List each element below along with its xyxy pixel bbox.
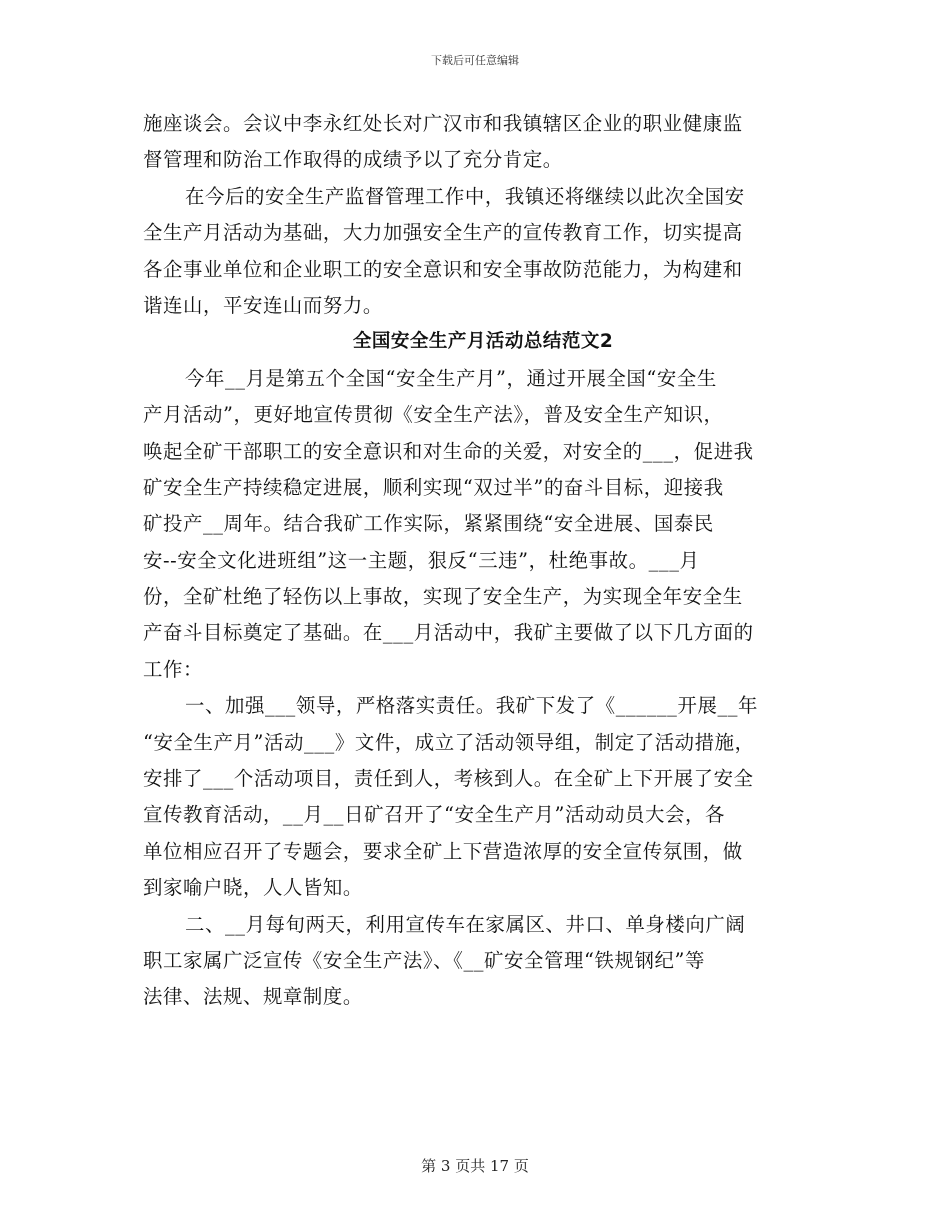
paragraph-line: 产月活动”，更好地宣传贯彻《安全生产法》，普及安全生产知识， [143, 403, 724, 427]
paragraph-line: 在今后的安全生产监督管理工作中，我镇还将继续以此次全国安 [185, 184, 745, 208]
paragraph-line: 矿安全生产持续稳定进展，顺利实现“双过半”的奋斗目标，迎接我 [143, 475, 724, 499]
paragraph-line: 份，全矿杜绝了轻伤以上事故，实现了安全生产，为实现全年安全生 [143, 585, 743, 609]
paragraph-line: 安--安全文化进班组”这一主题，狠反“三违”，杜绝事故。___月 [143, 548, 700, 572]
paragraph-line: 督管理和防治工作取得的成绩予以了充分肯定。 [143, 148, 563, 172]
paragraph-line: 谐连山，平安连山而努力。 [143, 293, 383, 317]
paragraph-line: 单位相应召开了专题会，要求全矿上下营造浓厚的安全宣传氛围，做 [143, 839, 743, 863]
page-number: 第 3 页共 17 页 [421, 1157, 529, 1175]
paragraph-line: 施座谈会。会议中李永红处长对广汉市和我镇辖区企业的职业健康监 [143, 112, 743, 135]
paragraph-line: 二、__月每旬两天，利用宣传车在家属区、井口、单身楼向广阔 [185, 912, 746, 936]
document-body [143, 106, 823, 1016]
paragraph-line: 唤起全矿干部职工的安全意识和对生命的关爱，对安全的___，促进我 [143, 439, 754, 463]
paragraph-line: 全生产月活动为基础，大力加强安全生产的宣传教育工作，切实提高 [143, 221, 743, 245]
page-header: 下载后可任意编辑 [431, 54, 519, 67]
paragraph-line: “安全生产月”活动___》文件，成立了活动领导组，制定了活动措施， [143, 730, 755, 754]
paragraph-line: 宣传教育活动，__月__日矿召开了“安全生产月”活动动员大会，各 [143, 803, 725, 827]
paragraph-line: 法律、法规、规章制度。 [143, 985, 363, 1009]
paragraph-line: 到家喻户晓，人人皆知。 [143, 876, 363, 900]
section-title: 全国安全生产月活动总结范文2 [352, 331, 614, 353]
paragraph-line: 安排了___个活动项目，责任到人，考核到人。在全矿上下开展了安全 [143, 767, 754, 791]
paragraph-line: 职工家属广泛宣传《安全生产法》、《__矿安全管理“铁规钢纪”等 [143, 948, 705, 972]
paragraph-line: 矿投产__周年。结合我矿工作实际，紧紧围绕“安全进展、国泰民 [143, 512, 714, 536]
paragraph-line: 各企事业单位和企业职工的安全意识和安全事故防范能力，为构建和 [143, 257, 743, 281]
paragraph-line: 工作： [143, 657, 203, 681]
paragraph-line: 今年__月是第五个全国“安全生产月”，通过开展全国“安全生 [185, 366, 717, 390]
paragraph-line: 产奋斗目标奠定了基础。在___月活动中，我矿主要做了以下几方面的 [143, 621, 754, 645]
paragraph-line: 一、加强___领导，严格落实责任。我矿下发了《______开展__年 [185, 694, 759, 718]
